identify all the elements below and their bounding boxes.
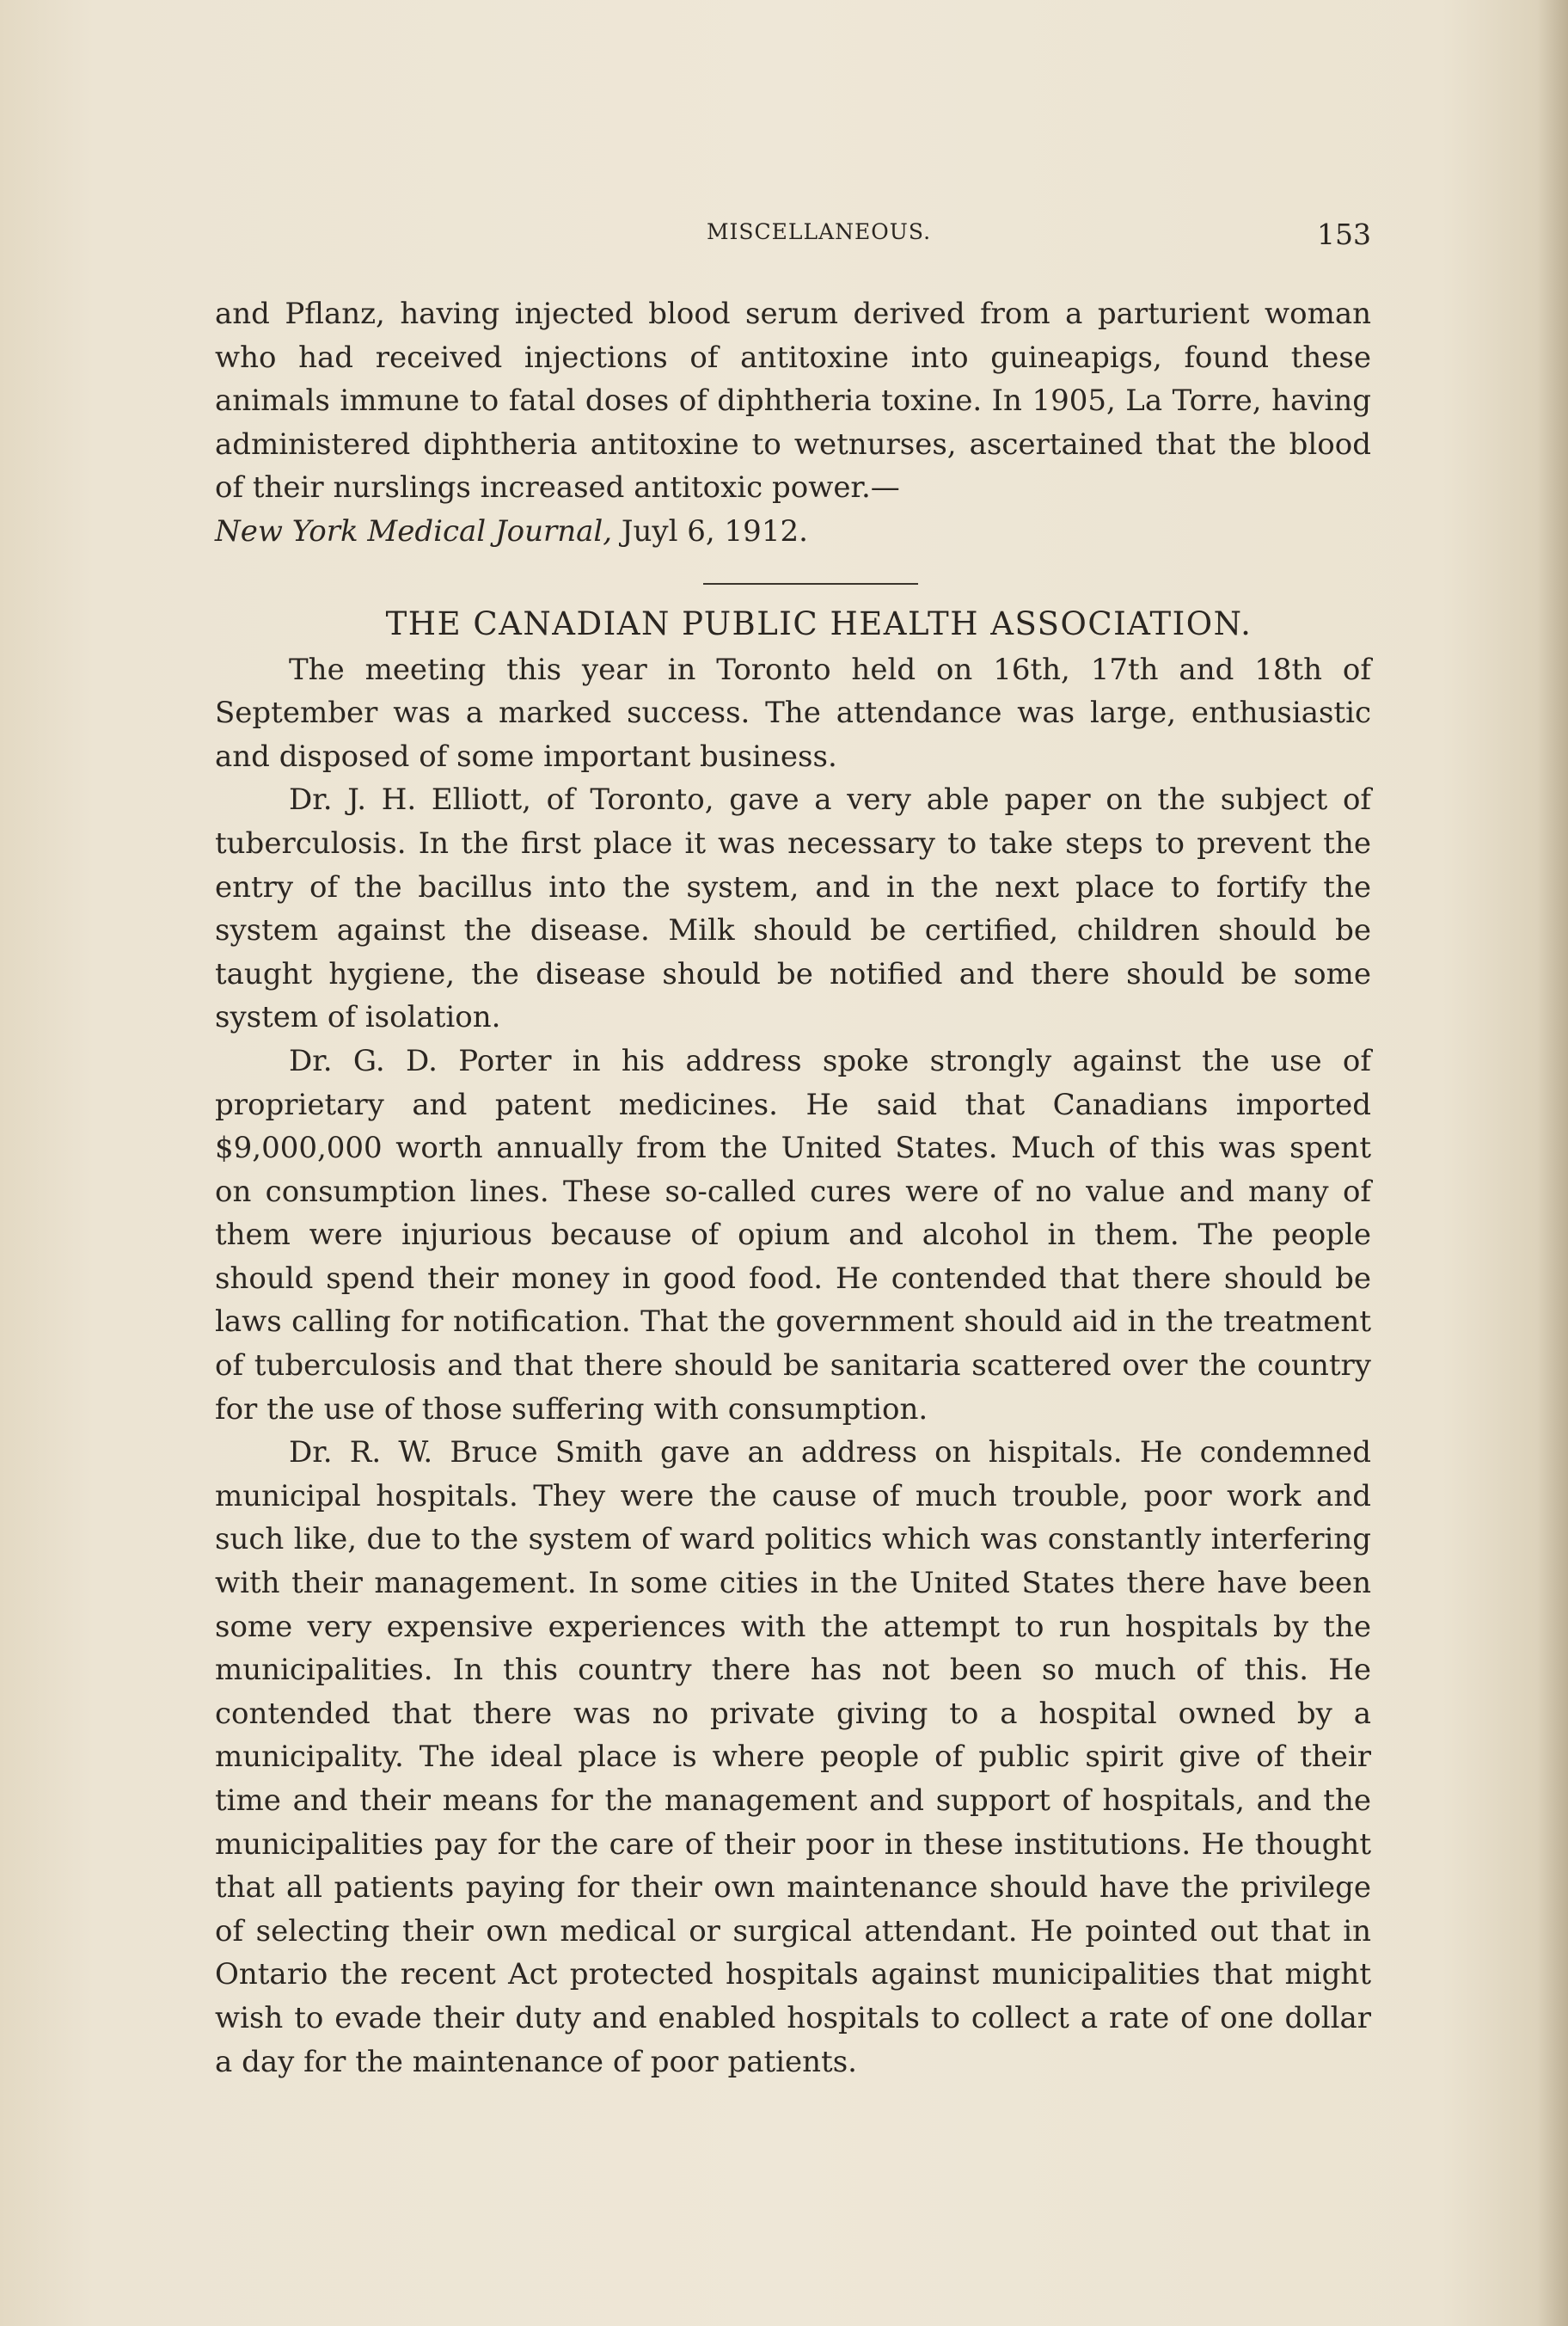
article-paragraph: Dr. R. W. Bruce Smith gave an address on hispitals. He condemned municipal hospitals. They were the cause of much trouble, poor work and such like, due to the system of ward politics which was constantly interfering with their management. In some cities in the United States there have been some very expensive experiences with the attempt to run hospitals by the municipalities. In this country there has not been so much of this. He contended that there was no private giving to a hospital owned by a municipality. The ideal place is where people of public spirit give of their time and their means for the management and support of hospitals, and the municipalities pay for the care of their poor in these institutions. He thought that all patients paying for their own maintenance should have the privilege of selecting their own medical or surgical attendant. He pointed out that in Ontario the recent Act protected hospitals against municipalities that might wish to evade their duty and enabled hospitals to collect a rate of one dollar a day for the maintenance of poor patients. [215, 1435, 1371, 2079]
page-number: 153 [1317, 218, 1371, 251]
article-paragraph: Dr. J. H. Elliott, of Toronto, gave a very able paper on the subject of tuberculosis. In the first place it was necessary to take steps to prevent the entry of the bacillus into the system, and in the next place to fortify the system against the disease. Milk should be certified, children should be taught hygiene, the disease should be notified and there should be some system of isolation. [215, 782, 1371, 1035]
article-paragraph: Dr. G. D. Porter in his address spoke strongly against the use of proprietary and patent medicines. He said that Canadians imported $9,000,000 worth annually from the United States. Much of this was spent on consumption lines. These so-called cures were of no value and many of them were injurious because of opium and alcohol in them. The people should spend their money in good food. He contended that there should be laws calling for notification. That the government should aid in the treatment of tuberculosis and that there should be sanitaria scattered over the country for the use of those suffering with consumption. [215, 1043, 1371, 1427]
citation-date: Juyl 6, 1912. [612, 513, 808, 549]
continuation-text: and Pflanz, having injected blood serum derived from a parturient woman who had received injections of antitoxine into guineapigs, found these animals immune to fatal doses of diphtheria toxine. In 1905, La Torre, having administered diphtheria antitoxine to wetnurses, ascertained that the blood of their nurslings increased antitoxic power.— [215, 297, 1371, 506]
section-divider [703, 583, 918, 585]
continuation-paragraph [215, 292, 1371, 554]
page-edge-shadow [1537, 0, 1568, 2326]
citation-source: New York Medical Journal, [215, 513, 613, 549]
article-paragraph: The meeting this year in Toronto held on 16th, 17th and 18th of September was a marked success. The attendance was large, enthusiastic and disposed of some important business. [215, 652, 1371, 774]
article-heading: THE CANADIAN PUBLIC HEALTH ASSOCIATION. [385, 605, 1253, 642]
running-head [215, 219, 1371, 254]
body-text [215, 292, 1371, 2084]
running-title: MISCELLANEOUS. [706, 219, 932, 244]
